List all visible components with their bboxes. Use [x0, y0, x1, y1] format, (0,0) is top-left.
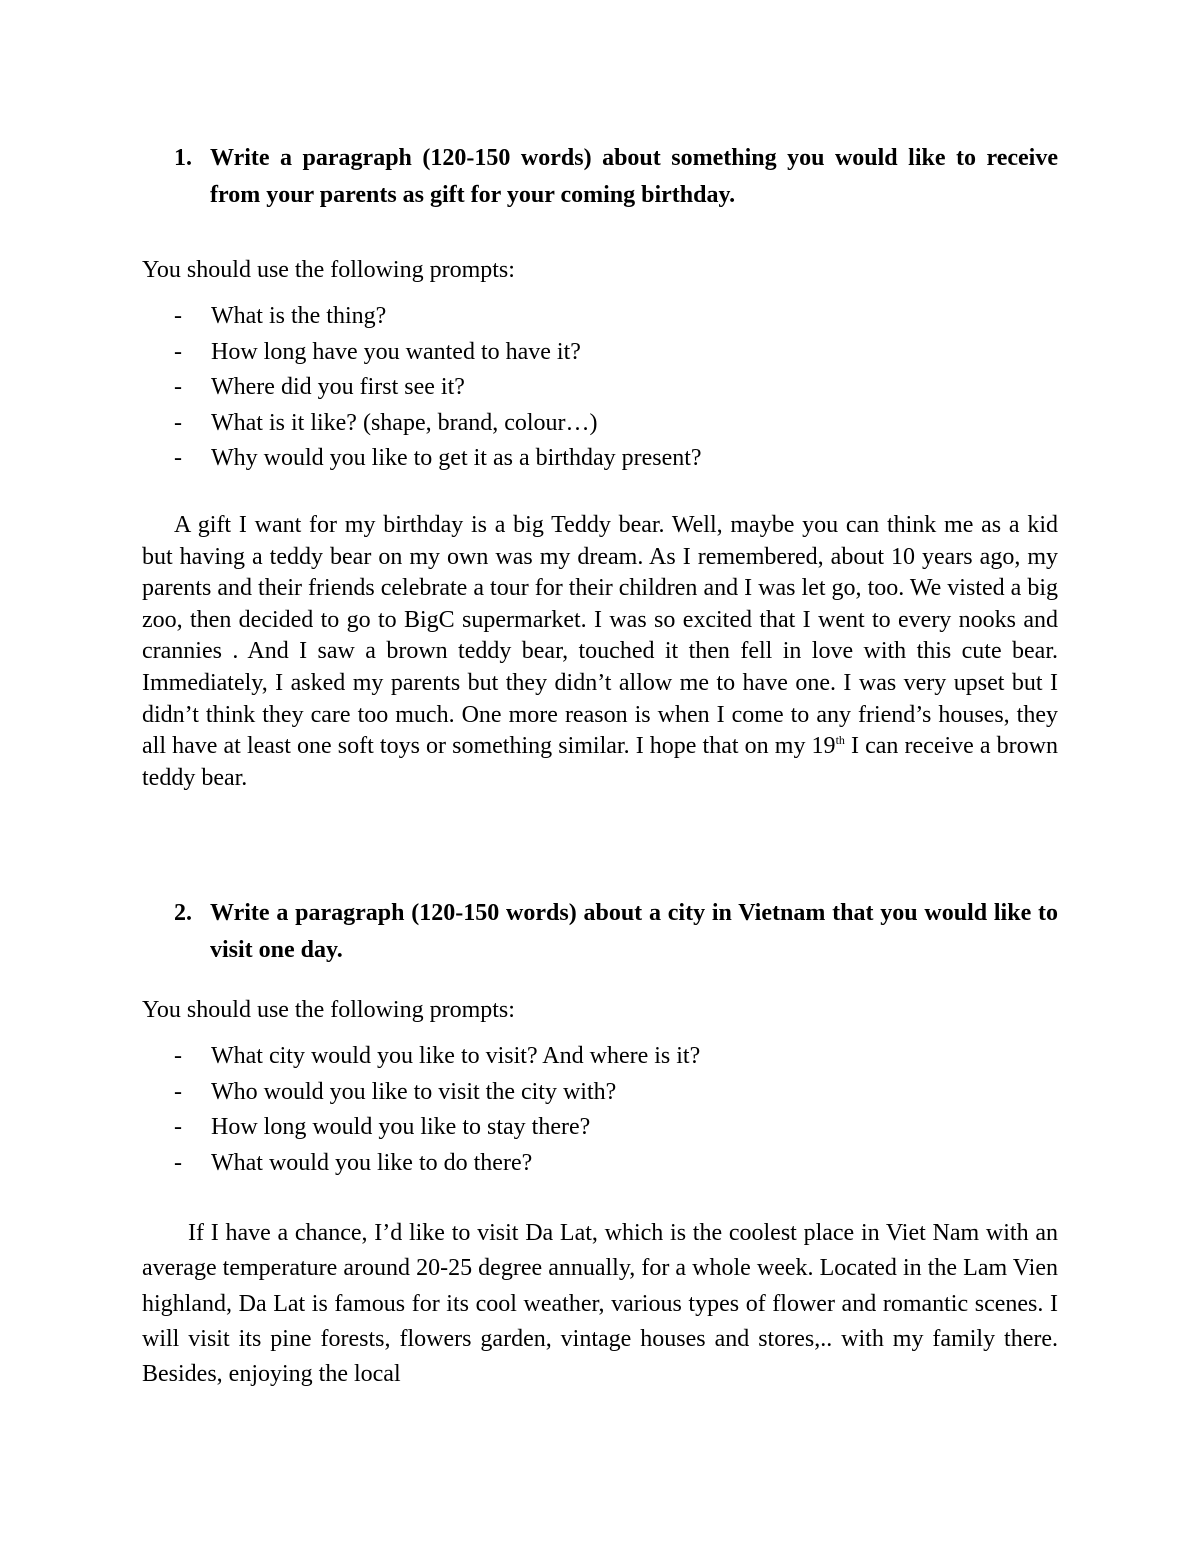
prompt-text: How long have you wanted to have it?	[211, 338, 581, 365]
answer-paragraph-2: If I have a chance, I’d like to visit Da Lat, which is the coolest place in Viet Nam with an average temperature around 20-25 degree annually, for a whole week. Located in the Lam Vien highland, Da Lat is famous for its cool weather, various types of flower and romantic scenes. I will visit its pine forests, flowers garden, vintage houses and stores,.. with my family there. Besides, enjoying the local	[142, 1220, 1058, 1388]
list-item	[174, 1112, 700, 1148]
bullet-dash: -	[174, 1043, 182, 1069]
ordinal-suffix: th	[835, 733, 845, 748]
bullet-dash: -	[174, 409, 182, 436]
question-1-text: Write a paragraph (120-150 words) about something you would like to receive from your parents as gift for your coming birthday.	[210, 145, 1058, 208]
prompt-text: Where did you first see it?	[211, 374, 465, 400]
list-item	[174, 301, 702, 337]
answer-paragraph-1	[142, 510, 1058, 794]
question-2-number: 2.	[174, 900, 192, 926]
prompt-list-1	[174, 301, 702, 479]
question-2-text: Write a paragraph (120-150 words) about a city in Vietnam that you would like to visit one day.	[210, 900, 1058, 963]
prompt-text: What city would you like to visit? And where is it?	[211, 1043, 701, 1069]
prompt-text: Who would you like to visit the city with?	[211, 1078, 617, 1105]
prompt-text: Why would you like to get it as a birthday present?	[211, 445, 702, 471]
bullet-dash: -	[174, 338, 182, 365]
list-item	[174, 1148, 700, 1184]
prompt-text: What is it like? (shape, brand, colour…)	[211, 409, 598, 436]
bullet-dash: -	[174, 374, 182, 400]
question-2	[174, 895, 1058, 969]
list-item	[174, 443, 702, 479]
list-item	[174, 1077, 700, 1113]
bullet-dash: -	[174, 1078, 182, 1105]
answer-1-text: A gift I want for my birthday is a big Teddy bear. Well, maybe you can think me as a kid but having a teddy bear on my own was my dream. As I remembered, about 10 years ago, my parents and their friends celebrate a tour for their children and I was let go, too. We visted a big zoo, then decided to go to BigC supermarket. I was so excited that I went to every nooks and crannies . And I saw a brown teddy bear, touched it then fell in love with this cute bear. Immediately, I asked my parents but they didn’t allow me to have one. I was very upset but I didn’t think they care too much. One more reason is when I come to any friend’s houses, they all have at least one soft toys or something similar. I hope that on my 19	[142, 512, 1058, 760]
prompt-intro-2: You should use the following prompts:	[142, 997, 515, 1023]
bullet-dash: -	[174, 1114, 182, 1140]
bullet-dash: -	[174, 445, 182, 471]
list-item	[174, 1041, 700, 1077]
question-1	[174, 140, 1058, 214]
answer-1-text-end: I can receive a brown teddy bear.	[142, 733, 1059, 791]
list-item	[174, 372, 702, 408]
prompt-intro-1: You should use the following prompts:	[142, 257, 515, 283]
prompt-text: What is the thing?	[211, 303, 387, 329]
prompt-text: How long would you like to stay there?	[211, 1114, 591, 1140]
bullet-dash: -	[174, 303, 182, 329]
prompt-text: What would you like to do there?	[211, 1149, 533, 1176]
list-item	[174, 337, 702, 373]
question-1-number: 1.	[174, 145, 192, 171]
list-item	[174, 408, 702, 444]
bullet-dash: -	[174, 1149, 182, 1176]
prompt-list-2	[174, 1041, 700, 1183]
